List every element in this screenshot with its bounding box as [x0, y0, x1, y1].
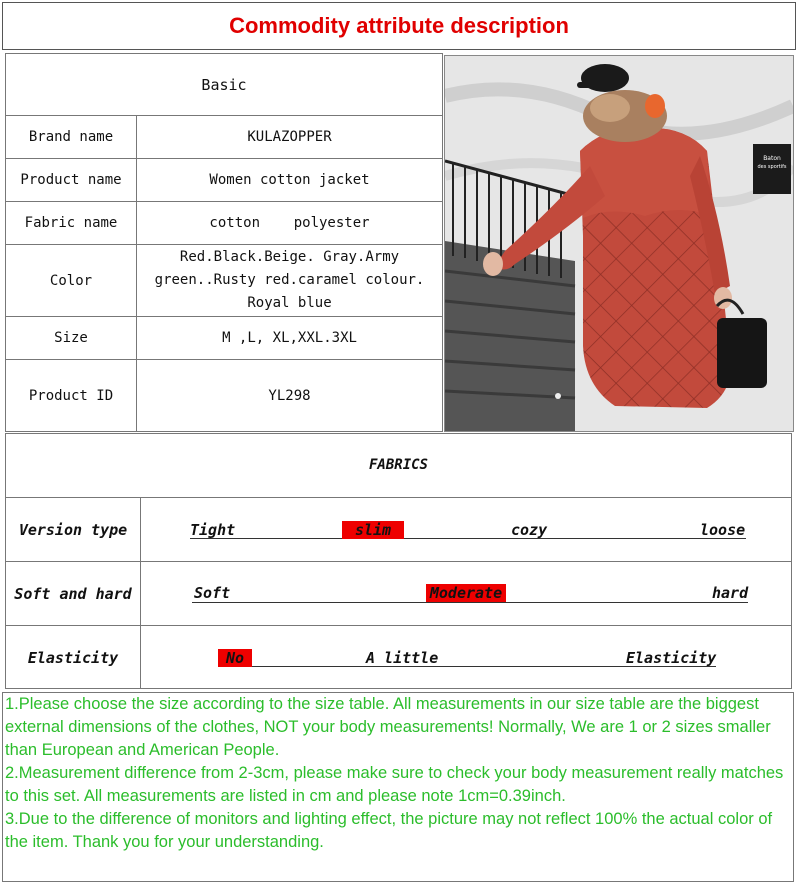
fabric-row-version-type [6, 498, 791, 562]
option-tight: Tight [190, 521, 236, 539]
fabric-name-value: cotton polyester [137, 202, 443, 245]
option-cozy: cozy [511, 521, 548, 539]
table-row [6, 116, 443, 159]
color-label: Color [6, 245, 137, 317]
table-row [6, 317, 443, 360]
attribute-table [5, 53, 443, 432]
option-no-selected: No [218, 649, 252, 667]
color-value-line: green..Rusty red.caramel colour. [154, 272, 425, 288]
page-title: Commodity attribute description [229, 13, 569, 38]
option-loose: loose [700, 521, 746, 539]
soft-and-hard-scale [192, 602, 748, 603]
product-id-label: Product ID [6, 360, 137, 432]
size-label: Size [6, 317, 137, 360]
option-soft: Soft [194, 584, 231, 602]
fabrics-title: FABRICS [368, 457, 428, 473]
fabric-row-soft-and-hard [6, 562, 791, 626]
table-header-basic: Basic [6, 54, 443, 116]
note-size-table: 1.Please choose the size according to the size table. All measurements in our size table are the biggest external dimensions of the clothes, NOT your body measurements! Normally, We are 1 or 2 sizes smaller than European and American People. [5, 695, 771, 759]
fabric-row-elasticity [6, 626, 791, 689]
brand-name-label: Brand name [6, 116, 137, 159]
product-id-value: YL298 [137, 360, 443, 432]
brand-name-value: KULAZOPPER [137, 116, 443, 159]
jacket-model-illustration [445, 56, 793, 431]
option-moderate-selected: Moderate [426, 584, 506, 602]
product-name-value: Women cotton jacket [137, 159, 443, 202]
notes-section [2, 692, 794, 882]
product-name-label: Product name [6, 159, 137, 202]
wall-sign-text: Baton [763, 155, 781, 162]
version-type-scale [190, 538, 746, 539]
soft-and-hard-label: Soft and hard [14, 584, 132, 603]
size-value: M ,L, XL,XXL.3XL [137, 317, 443, 360]
table-header-row [6, 54, 443, 116]
elasticity-label: Elasticity [27, 648, 119, 667]
fabric-name-label: Fabric name [6, 202, 137, 245]
table-row [6, 202, 443, 245]
version-type-label: Version type [18, 520, 128, 539]
color-value-line: Royal blue [247, 295, 332, 311]
fabrics-section [5, 433, 792, 689]
product-photo [444, 55, 794, 432]
table-row [6, 360, 443, 432]
note-measurement: 2.Measurement difference from 2-3cm, please make sure to check your body measurement really matches to this set. All measurements are listed in cm and please note 1cm=0.39inch. [5, 764, 784, 805]
option-elasticity: Elasticity [626, 649, 717, 667]
option-hard: hard [712, 584, 749, 602]
color-value [137, 245, 443, 317]
table-row [6, 245, 443, 317]
table-row [6, 159, 443, 202]
color-value-line: Red.Black.Beige. Gray.Army [179, 249, 400, 265]
title-banner [2, 2, 796, 50]
option-a-little: A little [366, 649, 439, 667]
note-color-difference: 3.Due to the difference of monitors and lighting effect, the picture may not reflect 100% the actual color of the item. Thank you for your understanding. [5, 810, 773, 851]
option-slim-selected: slim [342, 521, 404, 539]
wall-sign-text: des sportifs [757, 164, 787, 170]
fabrics-header [6, 434, 791, 498]
